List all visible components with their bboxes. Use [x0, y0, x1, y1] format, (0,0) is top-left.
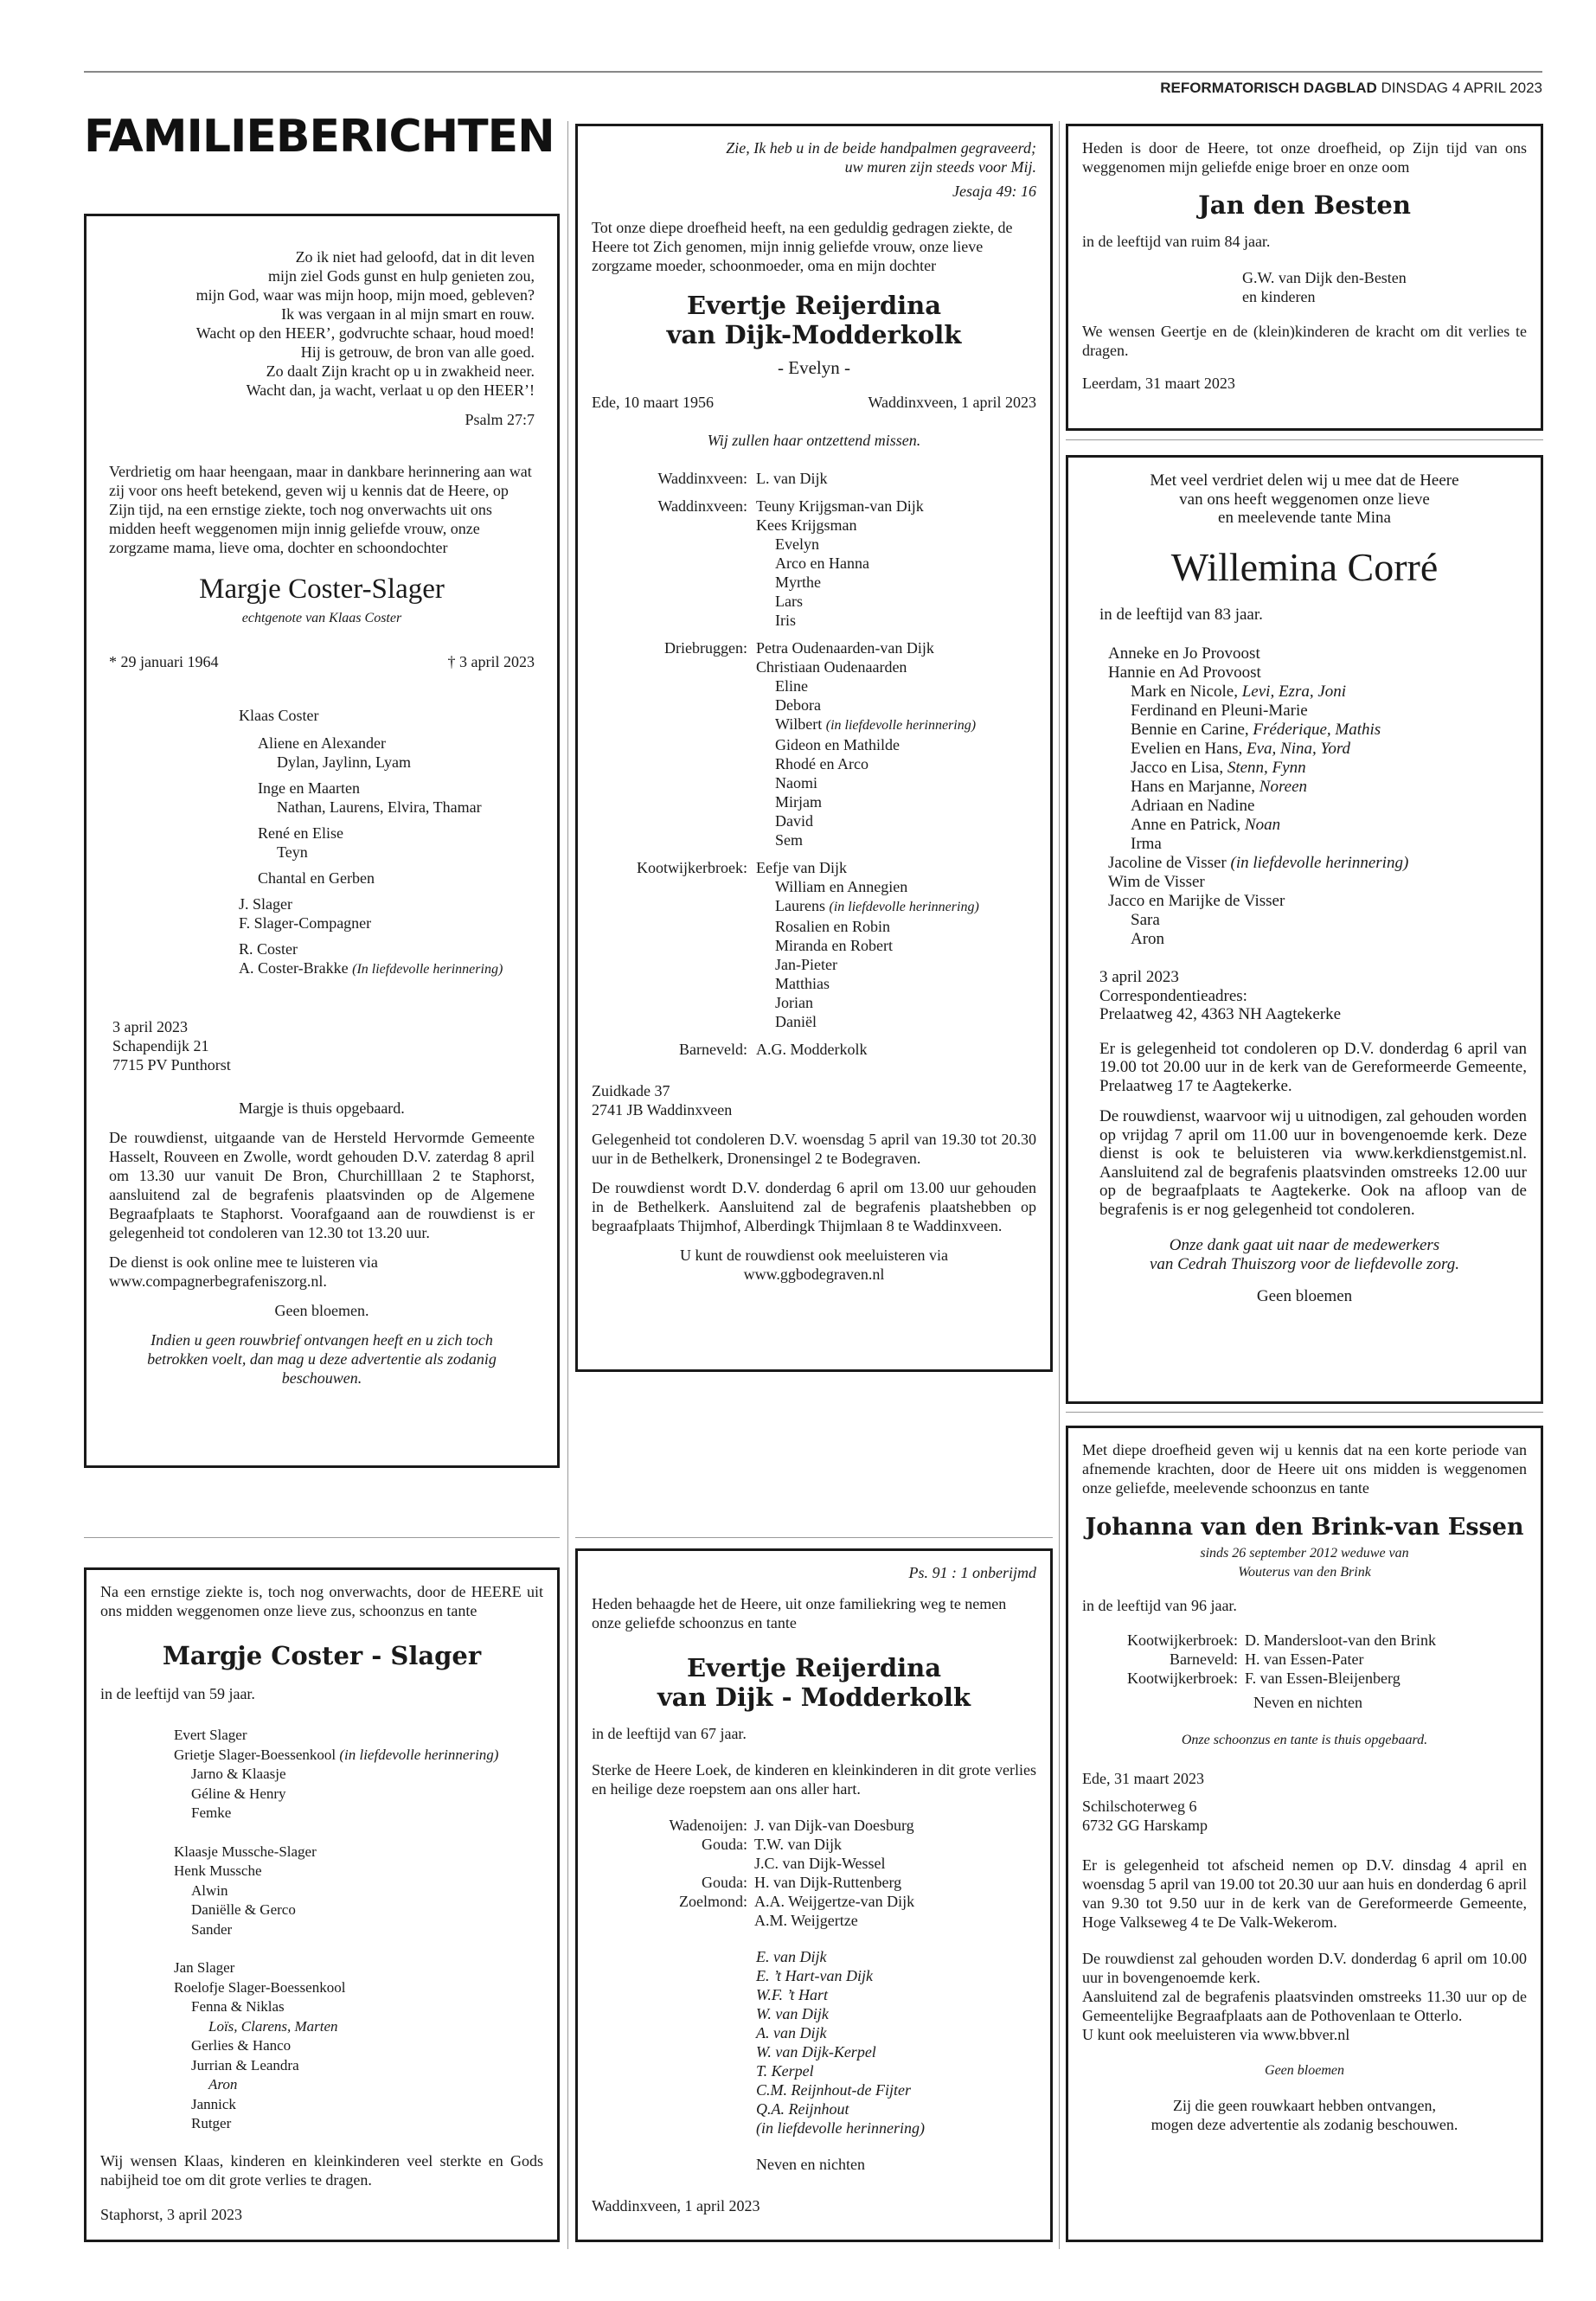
member-name: Sander — [191, 1920, 233, 1938]
family-member: L. van Dijk — [756, 470, 828, 487]
member-note: Noreen — [1259, 778, 1308, 796]
member-name: Daniëlle & Gerco — [191, 1901, 296, 1918]
family-member: Petra Oudenaarden-van Dijk — [756, 639, 934, 657]
member-note: Fréderique, Mathis — [1253, 721, 1381, 739]
family-place: Kootwijkerbroek: — [1127, 1670, 1238, 1687]
family-member: A. Coster-Brakke — [239, 959, 349, 977]
family-group — [592, 858, 1036, 1031]
address-line: 2741 JB Waddinxveen — [592, 1101, 733, 1118]
family-member: Kees Krijgsman — [756, 516, 857, 534]
service-text — [1082, 1949, 1527, 2044]
obituary-van-dijk-family — [575, 1548, 1053, 2242]
deceased-surname: van Dijk-Modderkolk — [666, 320, 962, 349]
member-name: Jacoline de Visser — [1108, 854, 1231, 872]
condolence-text: Er is gelegenheid tot condoleren op D.V. donderdag 6 april van 19.00 tot 20.00 uur in de kerk van de Gereformeerde Gemeente, Prelaatweg 17 te Aagtekerke. — [1099, 1039, 1527, 1095]
family-place: Gouda: — [702, 1874, 747, 1891]
address-line: 7715 PV Punthorst — [112, 1056, 231, 1074]
family-member — [174, 2056, 543, 2076]
row-divider — [575, 1537, 1053, 1538]
memorial-note: (in liefdevolle herinnering) — [825, 718, 977, 733]
family-member: R. Coster — [239, 940, 298, 958]
family-member — [1108, 683, 1527, 702]
member-name: Géline & Henry — [191, 1785, 286, 1802]
psalm-ref: Psalm 27:7 — [465, 411, 535, 428]
intro-line: Met veel verdriet delen wij u mee dat de Heere — [1150, 471, 1459, 490]
column-divider — [567, 121, 568, 2249]
family-member — [1108, 816, 1527, 835]
paper-name: REFORMATORISCH DAGBLAD — [1160, 80, 1377, 96]
family-member: Christiaan Oudenaarden — [756, 658, 907, 676]
address-line: Schilschoterweg 6 — [1082, 1798, 1197, 1815]
widow-line: Wouterus van den Brink — [1238, 1565, 1371, 1580]
relative-name: W. van Dijk — [756, 2005, 829, 2022]
thanks-line: Onze dank gaat uit naar de medewerkers — [1169, 1236, 1440, 1254]
family-member: Gideon en Mathilde — [775, 736, 900, 753]
address-block — [1082, 1769, 1527, 1835]
member-name: Jan Slager — [174, 1959, 235, 1976]
memorial-note: (In liefdevolle herinnering) — [352, 962, 503, 977]
service-text: De rouwdienst wordt D.V. donderdag 6 april om 13.00 uur gehouden in de Bethelkerk. Aansluitend zal de begrafenis plaatshebben op begraafplaats Thijmhof, Alberdingk Thijmlaan 8 te Waddinxveen. — [592, 1179, 1036, 1234]
family-place: Zoelmond: — [679, 1893, 747, 1910]
family-member — [174, 1997, 543, 2017]
family-member: D. Mandersloot-van den Brink — [1245, 1631, 1436, 1649]
poem — [100, 247, 543, 429]
family-member — [174, 1726, 543, 1746]
family-member: René en Elise — [258, 824, 343, 842]
family-member — [1108, 892, 1527, 911]
family-member: Aliene en Alexander — [258, 734, 386, 752]
family-member: H. van Essen-Pater — [1245, 1650, 1364, 1668]
member-name: Sara — [1131, 911, 1160, 929]
family-member: H. van Dijk-Ruttenberg — [754, 1874, 902, 1891]
member-name: Aron — [1131, 930, 1165, 948]
intro-text: Na een ernstige ziekte is, toch nog onverwachts, door de HEERE uit ons midden weggenomen onze lieve zus, schoonzus en tante — [100, 1583, 543, 1619]
member-name: Anneke en Jo Provoost — [1108, 644, 1260, 663]
member-name: Adriaan en Nadine — [1131, 797, 1255, 815]
family-group — [592, 1892, 1036, 1911]
family-member: Rosalien en Robin — [775, 918, 890, 935]
family-member: J. Slager — [239, 895, 292, 913]
relative-name: W.F. ’t Hart — [756, 1986, 829, 2003]
family-group — [592, 1873, 1036, 1892]
poem-line: Zo daalt Zijn kracht op u in zwakheid neer. — [266, 362, 535, 380]
deceased-name: Evertje Reijerdina — [686, 1653, 942, 1682]
flowers-note: Geen bloemen — [1265, 2063, 1344, 2078]
family-member: A.G. Modderkolk — [756, 1041, 868, 1058]
member-name: Klaasje Mussche-Slager — [174, 1843, 317, 1860]
intro-text: Verdrietig om haar heengaan, maar in dankbare herinnering aan wat zij voor ons heeft betekend, geven wij u kennis dat de Heere, op Zijn tijd, na een ernstige ziekte, toch nog onverwachts uit ons midden heeft weggenomen mijn innig geliefde vrouw, onze zorgzame mama, lieve oma, dochter en schoondochter — [109, 463, 532, 556]
family-member: Debora — [775, 696, 821, 714]
bible-verse — [592, 138, 1036, 201]
poem-line: Hij is getrouw, de bron van alle goed. — [300, 343, 535, 361]
member-name: Jarno & Klaasje — [191, 1766, 286, 1782]
address-block — [112, 1017, 543, 1074]
signer: G.W. van Dijk den-Besten — [1242, 269, 1407, 286]
signer: en kinderen — [1242, 288, 1316, 305]
row-divider — [84, 1537, 560, 1538]
listen-url[interactable]: www.ggbodegraven.nl — [743, 1266, 885, 1283]
member-name: Gerlies & Hanco — [191, 2037, 292, 2054]
family-list — [174, 1726, 543, 2134]
deceased-name: Evertje Reijerdina — [686, 291, 942, 320]
member-name: Hannie en Ad Provoost — [1108, 663, 1261, 682]
family-member: A.M. Weijgertze — [754, 1912, 858, 1929]
family-member — [174, 2036, 543, 2056]
member-name: Wim de Visser — [1108, 873, 1205, 891]
member-name: Henk Mussche — [174, 1862, 262, 1879]
intro-text: Tot onze diepe droefheid heeft, na een geduldig gedragen ziekte, de Heere tot Zich genomen, mijn innig geliefde vrouw, onze lieve zorgzame moeder, schoonmoeder, oma en mijn dochter — [592, 219, 1013, 274]
obituary-van-dijk-modderkolk — [575, 124, 1053, 1372]
verse-ref: Jesaja 49: 16 — [952, 183, 1036, 200]
birth-date: Ede, 10 maart 1956 — [592, 394, 714, 411]
relative-name: E. ’t Hart-van Dijk — [756, 1967, 873, 1984]
family-member — [174, 1881, 543, 1901]
family-group — [592, 1911, 1036, 1930]
member-name: Rutger — [191, 2115, 232, 2131]
member-name: Roelofje Slager-Boessenkool — [174, 1978, 346, 1996]
service-line: Aansluitend zal de begrafenis plaatsvinden omstreeks 11.30 uur op de Gemeentelijke Begraafplaats aan de Pothovenlaan te Otterlo. — [1082, 1988, 1527, 2024]
section-title: FAMILIEBERICHTEN — [84, 111, 554, 163]
family-place: Barneveld: — [1170, 1650, 1238, 1668]
address-line: Ede, 31 maart 2023 — [1082, 1770, 1204, 1787]
age-line: in de leeftijd van 83 jaar. — [1099, 605, 1263, 624]
closing-note — [1082, 2096, 1527, 2134]
member-name: Hans en Marjanne, — [1131, 778, 1259, 796]
family-member — [1108, 663, 1527, 683]
family-place: Waddinxveen: — [657, 497, 747, 515]
wish-text: We wensen Geertje en de (klein)kinderen de kracht om dit verlies te dragen. — [1082, 323, 1527, 359]
deceased-name: Margje Coster - Slager — [162, 1641, 482, 1670]
place-date: Staphorst, 3 april 2023 — [100, 2205, 242, 2223]
relative-name: C.M. Reijnhout-de Fijter — [756, 2081, 911, 2099]
family-member: Sem — [775, 831, 804, 849]
death-date: Waddinxveen, 1 april 2023 — [868, 394, 1036, 411]
family-place: Barneveld: — [679, 1041, 747, 1058]
family-member — [1108, 797, 1527, 816]
family-member: Evelyn — [775, 535, 819, 553]
address-line: 3 april 2023 — [112, 1018, 188, 1035]
member-name: Irma — [1131, 835, 1162, 853]
farewell-text: Er is gelegenheid tot afscheid nemen op D.V. dinsdag 4 april en woensdag 5 april van 19.00 tot 20.30 uur aan huis en donderdag 6 april van 9.30 tot 9.50 uur in de kerk van de Gereformeerde Gemeente, Hoge Valkseweg 4 te De Valk-Wekerom. — [1082, 1856, 1527, 1931]
family-member: J. van Dijk-van Doesburg — [754, 1817, 914, 1834]
family-list — [592, 469, 1036, 1059]
verse-ref: Ps. 91 : 1 onberijmd — [908, 1564, 1036, 1581]
family-member — [174, 1939, 543, 1958]
family-member: Iris — [775, 612, 796, 629]
poem-line: mijn ziel Gods gunst en hulp genieten zou, — [268, 267, 535, 285]
column-divider — [1059, 121, 1060, 2249]
verse-line: Zie, Ik heb u in de beide handpalmen gegraveerd; — [726, 139, 1036, 157]
family-member: F. van Essen-Bleijenberg — [1245, 1670, 1401, 1687]
intro-text: Heden behaagde het de Heere, uit onze familiekring weg te nemen onze geliefde schoonzus en tante — [592, 1595, 1007, 1631]
relative-name: E. van Dijk — [756, 1948, 827, 1965]
family-member — [1108, 911, 1527, 930]
family-place: Gouda: — [702, 1836, 747, 1853]
family-member — [1108, 778, 1527, 797]
closing-line: Zij die geen rouwkaart hebben ontvangen, — [1173, 2097, 1436, 2114]
obituary-van-den-brink — [1066, 1426, 1543, 2242]
family-place — [592, 1911, 747, 1930]
obituary-corre — [1066, 455, 1543, 1404]
spouse-line: echtgenote van Klaas Coster — [241, 611, 402, 625]
deceased-name: Johanna van den Brink-van Essen — [1085, 1514, 1524, 1541]
birth-date: * 29 januari 1964 — [109, 653, 219, 670]
family-place: Driebruggen: — [664, 639, 747, 657]
age-line: in de leeftijd van ruim 84 jaar. — [1082, 233, 1271, 250]
family-member — [174, 1978, 543, 1998]
family-member — [174, 1920, 543, 1940]
deceased-name: Willemina Corré — [1170, 544, 1439, 589]
age-line: in de leeftijd van 67 jaar. — [592, 1725, 747, 1742]
nephews-line: Neven en nichten — [756, 2156, 865, 2173]
family-member — [174, 1804, 543, 1823]
family-member — [1108, 930, 1527, 949]
family-place: Kootwijkerbroek: — [1127, 1631, 1238, 1649]
deceased-name: Jan den Besten — [1198, 190, 1411, 220]
family-member: Dylan, Jaylinn, Lyam — [277, 753, 411, 771]
obituary-den-besten — [1066, 124, 1543, 431]
member-name: Anne en Patrick, — [1131, 816, 1245, 834]
family-member: David — [775, 812, 813, 830]
deceased-surname: van Dijk - Modderkolk — [657, 1682, 971, 1712]
family-member — [174, 1823, 543, 1843]
family-member: Jorian — [775, 994, 813, 1011]
relative-name: T. Kerpel — [756, 2062, 814, 2080]
relative-name: W. van Dijk-Kerpel — [756, 2043, 876, 2061]
nickname: - Evelyn - — [778, 357, 850, 378]
family-member: Naomi — [775, 774, 817, 792]
family-member — [174, 2075, 543, 2095]
family-place: Wadenoijen: — [669, 1817, 747, 1834]
address-line: Correspondentieadres: — [1099, 986, 1247, 1005]
family-member: F. Slager-Compagner — [239, 914, 372, 932]
member-name: Ferdinand en Pleuni-Marie — [1131, 702, 1308, 720]
intro-text — [1082, 471, 1527, 528]
header-rule — [84, 71, 1542, 73]
member-name: Fenna & Niklas — [191, 1998, 285, 2015]
relative-name: A. van Dijk — [756, 2024, 827, 2041]
death-date: † 3 april 2023 — [447, 653, 535, 670]
home-note: Onze schoonzus en tante is thuis opgebaard. — [1181, 1733, 1428, 1747]
family-member: Teyn — [277, 843, 308, 861]
dates — [592, 393, 1036, 412]
family-place: Kootwijkerbroek: — [637, 859, 747, 876]
family-member: Arco en Hanna — [775, 554, 869, 572]
dates — [109, 652, 535, 671]
member-note: Loïs, Clarens, Marten — [208, 2017, 338, 2035]
address-block — [592, 1081, 1036, 1119]
family-member — [174, 2095, 543, 2115]
listen-line: U kunt de rouwdienst ook meeluisteren via — [680, 1247, 948, 1264]
family-member — [1108, 759, 1527, 778]
member-note: Noan — [1244, 816, 1281, 834]
member-name: Alwin — [191, 1881, 228, 1899]
relatives-list — [756, 1947, 1036, 2138]
family-member — [1108, 740, 1527, 759]
family-group — [592, 1816, 1036, 1835]
family-member: Wilbert — [775, 715, 823, 733]
family-member — [174, 1785, 543, 1804]
member-note: Eva, Nina, Yord — [1247, 740, 1351, 758]
family-member — [1108, 702, 1527, 721]
closing-line: mogen deze advertentie als zodanig beschouwen. — [1151, 2116, 1458, 2133]
address-line: Zuidkade 37 — [592, 1082, 670, 1099]
family-group — [1082, 1650, 1527, 1669]
family-member: Jan-Pieter — [775, 956, 837, 973]
condolence-text: Gelegenheid tot condoleren D.V. woensdag 5 april van 19.30 tot 20.30 uur in de Bethelkerk, Dronensingel 2 te Bodegraven. — [592, 1131, 1036, 1167]
verse-line: uw muren zijn steeds voor Mij. — [844, 158, 1036, 176]
member-name: Bennie en Carine, — [1131, 721, 1253, 739]
member-name: Mark en Nicole, — [1131, 683, 1242, 701]
family-member: Daniël — [775, 1013, 817, 1030]
member-name: Evert Slager — [174, 1727, 247, 1743]
poem-line: mijn God, waar was mijn hoop, mijn moed, gebleven? — [195, 286, 535, 304]
family-member: Myrthe — [775, 574, 821, 591]
member-note: (in liefdevolle herinnering) — [1230, 854, 1409, 872]
closing-note: Indien u geen rouwbrief ontvangen heeft en u zich toch betrokken voelt, dan mag u deze advertentie als zodanig beschouwen. — [147, 1331, 497, 1387]
family-member: Eefje van Dijk — [756, 859, 847, 876]
intro-text: Met diepe droefheid geven wij u kennis dat na een korte periode van afnemende krachten, door de Heere uit ons midden is weggenomen onze geliefde, meelevende schoonzus en tante — [1082, 1441, 1527, 1497]
deceased-name: Margje Coster-Slager — [199, 574, 445, 605]
address-line: 3 april 2023 — [1099, 968, 1179, 986]
family-member: Rhodé en Arco — [775, 755, 869, 772]
family-list — [239, 706, 543, 979]
family-member — [174, 1862, 543, 1881]
family-group — [1082, 1669, 1527, 1688]
family-member — [174, 1958, 543, 1978]
family-member: J.C. van Dijk-Wessel — [754, 1855, 886, 1872]
family-member: Teuny Krijgsman-van Dijk — [756, 497, 924, 515]
member-name: Jannick — [191, 2095, 236, 2112]
family-group — [592, 1835, 1036, 1854]
family-member — [174, 1765, 543, 1785]
widow-line: sinds 26 september 2012 weduwe van — [1200, 1546, 1409, 1561]
family-member — [1108, 873, 1527, 892]
thanks-note — [1082, 1236, 1527, 1273]
family-member: Eline — [775, 677, 808, 695]
member-name: Grietje Slager-Boessenkool — [174, 1746, 340, 1763]
age-line: in de leeftijd van 59 jaar. — [100, 1685, 255, 1702]
flowers-note: Geen bloemen — [1256, 1287, 1353, 1305]
family-group — [1082, 1631, 1527, 1650]
member-name: Femke — [191, 1804, 232, 1821]
relative-name: Q.A. Reijnhout — [756, 2100, 849, 2118]
poem-line: Wacht dan, ja wacht, verlaat u op den HEER’! — [246, 381, 535, 399]
family-member — [174, 1843, 543, 1862]
family-member — [174, 1746, 543, 1766]
miss-note: Wij zullen haar ontzettend missen. — [707, 432, 921, 449]
family-member — [174, 2114, 543, 2134]
address-line: Schapendijk 21 — [112, 1037, 209, 1054]
intro-text: Heden is door de Heere, tot onze droefheid, op Zijn tijd van ons weggenomen mijn geliefde enige broer en onze oom — [1082, 139, 1527, 176]
poem-line: Wacht op den HEER’, godvruchte schaar, houd moed! — [195, 324, 535, 342]
row-divider — [1066, 439, 1543, 440]
family-member: Mirjam — [775, 793, 822, 811]
masthead — [1160, 80, 1542, 97]
poem-line: Zo ik niet had geloofd, dat in dit leven — [295, 248, 535, 266]
family-member — [174, 2017, 543, 2037]
obituary-coster-slager — [84, 214, 560, 1468]
member-note: Levi, Ezra, Joni — [1241, 683, 1347, 701]
intro-line: van ons heeft weggenomen onze lieve — [1179, 490, 1430, 509]
strength-text: Sterke de Heere Loek, de kinderen en kleinkinderen in dit grote verlies en heilige deze roepstem aan ons aller hart. — [592, 1761, 1036, 1798]
service-line: U kunt ook meeluisteren via www.bbver.nl — [1082, 2026, 1350, 2043]
family-member: William en Annegien — [775, 878, 908, 895]
service-text: De rouwdienst, uitgaande van de Hersteld Hervormde Gemeente Hasselt, Rouveen en Zwolle, wordt gehouden D.V. zaterdag 8 april om 13.30 uur vanuit De Bron, Churchilllaan 2 te Staphorst, aansluitend zal de begrafenis plaatsvinden op de Algemene Begraafplaats te Staphorst. Voorafgaand aan de rouwdienst is er gelegenheid tot condoleren van 12.30 tot 13.20 uur. — [109, 1129, 535, 1241]
nephews-line: Neven en nichten — [1253, 1694, 1362, 1711]
family-member — [1108, 835, 1527, 854]
family-group — [592, 497, 1036, 630]
home-note: Margje is thuis opgebaard. — [239, 1099, 405, 1117]
family-list — [1108, 644, 1527, 949]
family-member: Klaas Coster — [239, 707, 319, 724]
service-line: De rouwdienst zal gehouden worden D.V. donderdag 6 april om 10.00 uur in bovengenoemde kerk. — [1082, 1950, 1527, 1986]
family-member: Inge en Maarten — [258, 779, 360, 797]
member-note: Aron — [208, 2076, 238, 2093]
service-text: De rouwdienst, waarvoor wij u uitnodigen, zal gehouden worden op vrijdag 7 april om 11.00 uur in bovengenoemde kerk. Deze dienst is ook te beluisteren via www.kerkdienstgemist.nl. Aansluitend zal de begrafenis plaatsvinden omstreeks 12.00 uur op de begraafplaats te Aagtekerke. Ook na afloop van de begrafenis is er nog gelegenheid tot condoleren. — [1099, 1107, 1527, 1219]
family-list — [1082, 1631, 1527, 1688]
address-line: 6732 GG Harskamp — [1082, 1817, 1208, 1834]
family-member: A.A. Weijgertze-van Dijk — [754, 1893, 915, 1910]
memorial-note: (in liefdevolle herinnering) — [829, 900, 979, 914]
family-member: Miranda en Robert — [775, 937, 893, 954]
place-date: Waddinxveen, 1 april 2023 — [592, 2197, 760, 2214]
member-note: Stenn, Fynn — [1227, 759, 1306, 777]
member-name: Jurrian & Leandra — [191, 2056, 299, 2073]
listen-note — [592, 1246, 1036, 1284]
wish-text: Wij wensen Klaas, kinderen en kleinkinderen veel sterkte en Gods nabijheid toe om dit grote verlies te dragen. — [100, 2151, 543, 2189]
family-member: Nathan, Laurens, Elvira, Thamar — [277, 798, 482, 816]
family-group — [592, 1854, 1036, 1873]
family-place: Waddinxveen: — [657, 470, 747, 487]
flowers-note: Geen bloemen. — [274, 1302, 369, 1319]
family-member: Chantal en Gerben — [258, 869, 375, 887]
intro-line: en meelevende tante Mina — [1218, 509, 1391, 527]
row-divider — [1066, 1412, 1543, 1413]
signed-by — [1242, 268, 1527, 306]
place-date: Leerdam, 31 maart 2023 — [1082, 375, 1235, 392]
issue-date: DINSDAG 4 APRIL 2023 — [1381, 80, 1542, 96]
poem-line: Ik was vergaan in al mijn smart en rouw. — [281, 305, 535, 323]
family-group — [592, 469, 1036, 488]
obituary-coster-slager-family — [84, 1567, 560, 2242]
member-name: Jacco en Marijke de Visser — [1108, 892, 1285, 910]
family-member: T.W. van Dijk — [754, 1836, 842, 1853]
family-member — [1108, 721, 1527, 740]
online-note: De dienst is ook online mee te luisteren via www.compagnerbegrafeniszorg.nl. — [109, 1253, 378, 1290]
family-member — [174, 1900, 543, 1920]
family-member — [1108, 644, 1527, 663]
family-group — [592, 1040, 1036, 1059]
address-block — [1099, 968, 1527, 1024]
family-list — [592, 1816, 1036, 1930]
age-line: in de leeftijd van 96 jaar. — [1082, 1597, 1237, 1614]
family-place — [592, 1854, 747, 1873]
family-group — [592, 638, 1036, 849]
thanks-line: van Cedrah Thuiszorg voor de liefdevolle zorg. — [1150, 1254, 1459, 1273]
relative-name: (in liefdevolle herinnering) — [756, 2119, 925, 2137]
member-name: Jacco en Lisa, — [1131, 759, 1227, 777]
address-line: Prelaatweg 42, 4363 NH Aagtekerke — [1099, 1005, 1342, 1023]
family-member — [1108, 854, 1527, 873]
family-member: Lars — [775, 593, 803, 610]
member-note: (in liefdevolle herinnering) — [339, 1746, 499, 1763]
family-member: Laurens — [775, 897, 825, 914]
member-name: Evelien en Hans, — [1131, 740, 1247, 758]
family-member: Matthias — [775, 975, 830, 992]
